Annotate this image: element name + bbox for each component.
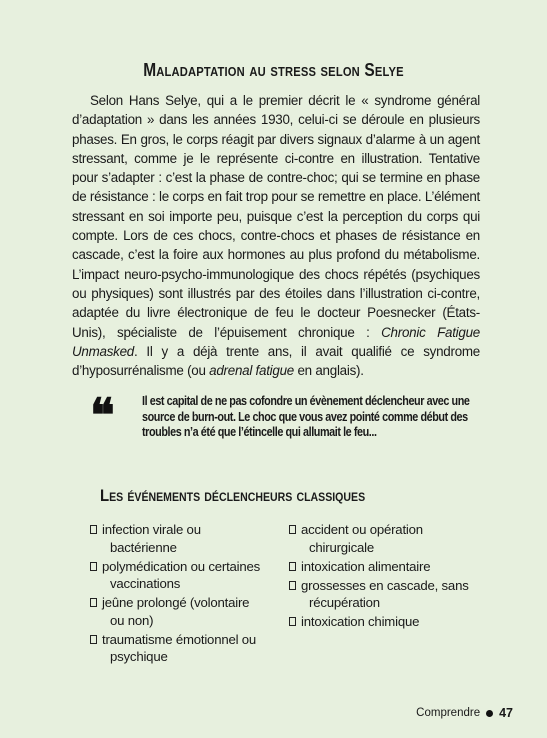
checkbox-icon <box>289 562 296 571</box>
section-name: Comprendre <box>416 707 481 719</box>
list-item: intoxication chimique <box>289 613 489 631</box>
english-term: adrenal fatigue <box>209 363 295 379</box>
paragraph-text <box>72 91 480 380</box>
list-item: polymédication ou certaines vaccinations <box>90 558 290 593</box>
page-footer <box>416 706 513 720</box>
page-number: 47 <box>499 706 513 720</box>
quote-mark-icon: ❝ <box>90 388 115 442</box>
checkbox-icon <box>90 562 97 571</box>
list-item: accident ou opération chirurgicale <box>289 521 489 556</box>
list-item: intoxication alimentaire <box>289 558 489 576</box>
list-heading: Les événements déclencheurs classiques <box>100 486 366 505</box>
trigger-list-right <box>289 521 489 632</box>
quote-text: Il est capital de ne pas cofondre un évènement déclencheur avec une source de burn-out. Le choc que vous avez pointé comme début des troubles n’a été que l’étincelle qui allumait le feu... <box>142 394 470 440</box>
section-title: Maladaptation au stress selon Selye <box>143 60 404 80</box>
checkbox-icon <box>289 617 296 626</box>
paragraph-part-1: Selon Hans Selye, qui a le premier décrit le « syndrome général d’adaptation » dans les années 1930, celui-ci se déroule en plusieurs phases. En gros, le corps réagit par divers signaux d’alarme à un agent stressant, comme je le représente ci-contre en illustration. Tentative pour s’adapter : c’est la phase de contre-choc; qui se termine en phase de résistance : le corps en fait trop pour se remettre en place. L’élément stressant en soi importe peu, puisque c’est la perception du corps qui compte. Lors de ces chocs, contre-chocs et phases de résistance en cascade, c’est la foire aux hormones au plus profond du métabolisme. L’impact neuro-psycho-immunologique des chocs répétés (psychiques ou physiques) sont illustrés par des étoiles dans l’illustration ci-contre, adaptée du livre électronique de feu le docteur Poesnecker (États-Unis), spécialiste de l’épuisement chronique : <box>72 93 480 340</box>
list-item: traumatisme émotionnel ou psychique <box>90 631 290 666</box>
checkbox-icon <box>90 525 97 534</box>
checkbox-icon <box>289 525 296 534</box>
trigger-list-left <box>90 521 290 667</box>
book-title: Chronic Fatigue Unmasked <box>72 324 480 359</box>
paragraph-part-2: . Il y a déjà trente ans, il avait qualifié ce syndrome d’hyposurrénalisme (ou <box>72 343 480 379</box>
checkbox-icon <box>289 581 296 590</box>
list-item: jeûne prolongé (volontaire ou non) <box>90 594 290 629</box>
checkbox-icon <box>90 598 97 607</box>
checkbox-icon <box>90 635 97 644</box>
paragraph-part-3: en anglais). <box>294 363 364 379</box>
list-item: infection virale ou bactérienne <box>90 521 290 556</box>
bullet-icon <box>486 710 493 717</box>
list-item: grossesses en cascade, sans récupération <box>289 577 489 612</box>
main-paragraph <box>72 91 480 380</box>
